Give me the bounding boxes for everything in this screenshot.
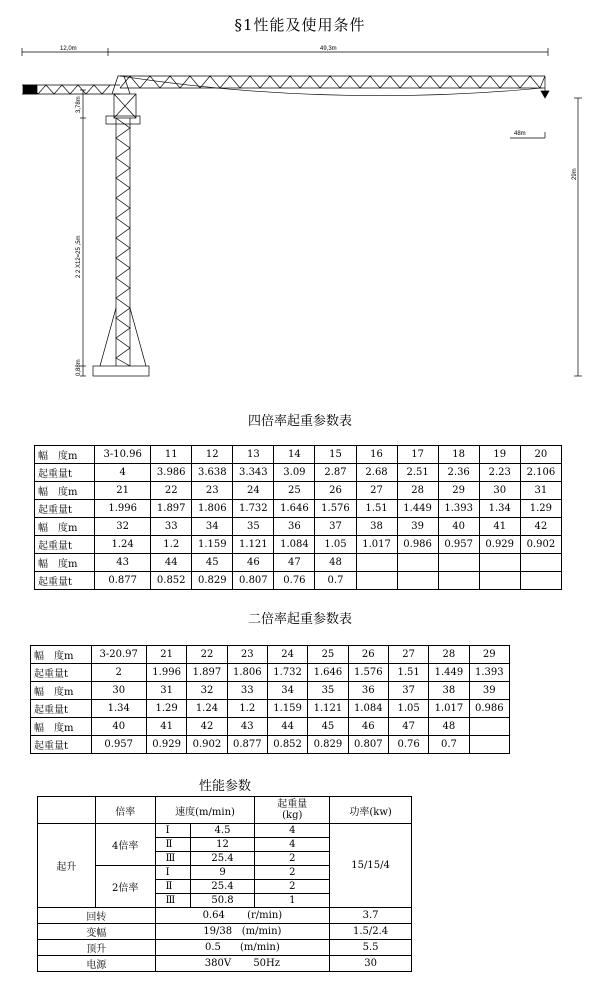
table-cell: 35: [233, 518, 274, 536]
gear-label: Ⅲ: [155, 852, 190, 866]
speed-cell: 9: [190, 866, 255, 880]
perf-title: 性能参数: [198, 779, 251, 794]
table-cell: 21: [146, 646, 186, 664]
table-cell: 1.121: [233, 536, 274, 554]
table-cell: 1.121: [308, 700, 348, 718]
perf-power: 电源: [38, 956, 156, 972]
table-cell: 1.34: [479, 500, 520, 518]
table-cell: 0.929: [479, 536, 520, 554]
table-cell: 20: [520, 446, 561, 464]
table-cell: 2.87: [315, 464, 356, 482]
table-cell: 31: [146, 682, 186, 700]
table-row: [31, 736, 510, 754]
table-cell: 1.29: [520, 500, 561, 518]
table-cell: 33: [227, 682, 267, 700]
perf-h-speed: 速度(m/min): [155, 797, 255, 824]
table-cell: 0.902: [520, 536, 561, 554]
perf-h-ratio: 倍率: [95, 797, 155, 824]
table-cell: 1.449: [397, 500, 438, 518]
table-cell: 1.897: [187, 664, 227, 682]
table-cell: 0.986: [397, 536, 438, 554]
table-cell: 19: [479, 446, 520, 464]
table-cell: 1.51: [388, 664, 428, 682]
table-cell: 37: [388, 682, 428, 700]
table-cell: 12: [192, 446, 233, 464]
table-cell: 44: [151, 554, 192, 572]
row-header: 起重量t: [31, 700, 92, 718]
gear-label: Ⅰ: [155, 824, 190, 838]
gear-label: Ⅰ: [155, 866, 190, 880]
table-cell: 0.929: [146, 736, 186, 754]
table-cell: 15: [315, 446, 356, 464]
table-cell: 1.017: [356, 536, 397, 554]
dim-height: 29m: [572, 168, 578, 180]
table-cell: 3-20.97: [91, 646, 146, 664]
load-cell: 2: [255, 852, 330, 866]
table-cell: 40: [91, 718, 146, 736]
table-cell: 26: [315, 482, 356, 500]
table-cell: 38: [429, 682, 469, 700]
row-header: 幅 度m: [35, 554, 95, 572]
table-cell: 47: [388, 718, 428, 736]
table-cell: 27: [356, 482, 397, 500]
table-cell: 1.017: [429, 700, 469, 718]
table-cell: 32: [187, 682, 227, 700]
table-row: [31, 664, 510, 682]
dim-base: 0,88m: [76, 359, 82, 376]
table-cell: 41: [146, 718, 186, 736]
table-cell: 1.05: [388, 700, 428, 718]
table-cell: 30: [479, 482, 520, 500]
row-header: 幅 度m: [35, 518, 95, 536]
table-cell: 46: [348, 718, 388, 736]
table-cell: 18: [438, 446, 479, 464]
table-cell: 0.957: [91, 736, 146, 754]
table-cell: 41: [479, 518, 520, 536]
table-cell: 2.36: [438, 464, 479, 482]
table-cell: 23: [227, 646, 267, 664]
table-cell: 0.807: [233, 572, 274, 590]
table2: [30, 645, 510, 754]
table-cell: 36: [274, 518, 315, 536]
table-cell: 42: [187, 718, 227, 736]
table-cell: 0.76: [274, 572, 315, 590]
table-cell: 1.51: [356, 500, 397, 518]
table-cell: 39: [469, 682, 509, 700]
table-cell: [438, 554, 479, 572]
crane-diagram: [0, 38, 600, 383]
table-cell: 2.51: [397, 464, 438, 482]
table-cell: 1.732: [233, 500, 274, 518]
row-header: 起重量t: [35, 500, 95, 518]
perf-lift-power: 15/15/4: [330, 824, 412, 908]
table-cell: 0.829: [192, 572, 233, 590]
dim-jib: 49,3m: [320, 46, 337, 52]
table-cell: 1.897: [151, 500, 192, 518]
table-cell: 1.34: [91, 700, 146, 718]
table-row: [35, 446, 562, 464]
table2-title: 二倍率起重参数表: [247, 612, 352, 627]
table-cell: [356, 554, 397, 572]
table-cell: [520, 572, 561, 590]
table-row: [31, 700, 510, 718]
perf-h-power: 功率(kw): [330, 797, 412, 824]
table-cell: 40: [438, 518, 479, 536]
table-cell: 0.76: [388, 736, 428, 754]
table-cell: 0.7: [429, 736, 469, 754]
table-cell: 44: [267, 718, 307, 736]
load-cell: 2: [255, 880, 330, 894]
perf-luff: 变幅: [38, 924, 156, 940]
table-cell: [438, 572, 479, 590]
perf-ratio2: 2倍率: [95, 866, 155, 908]
perf-table: [37, 796, 412, 972]
table-cell: 45: [308, 718, 348, 736]
table-cell: 13: [233, 446, 274, 464]
table-cell: [520, 554, 561, 572]
table-cell: 1.806: [227, 664, 267, 682]
table-cell: 4: [95, 464, 151, 482]
table-cell: 32: [95, 518, 151, 536]
table-cell: 1.646: [274, 500, 315, 518]
table-cell: 1.393: [469, 664, 509, 682]
table-row: [35, 482, 562, 500]
table-cell: 2: [91, 664, 146, 682]
table-cell: 1.576: [315, 500, 356, 518]
table-cell: [479, 572, 520, 590]
table-cell: 14: [274, 446, 315, 464]
table-cell: 27: [388, 646, 428, 664]
table-cell: 0.986: [469, 700, 509, 718]
row-header: 起重量t: [31, 664, 92, 682]
table-cell: 45: [192, 554, 233, 572]
table-cell: 1.646: [308, 664, 348, 682]
table-cell: 1.576: [348, 664, 388, 682]
table-cell: 1.449: [429, 664, 469, 682]
table-cell: 1.084: [274, 536, 315, 554]
table-cell: 2.68: [356, 464, 397, 482]
table-cell: 1.806: [192, 500, 233, 518]
perf-slew-speed: 0.64 (r/min): [155, 908, 330, 924]
table-cell: 3.986: [151, 464, 192, 482]
row-header: 幅 度m: [31, 646, 92, 664]
table-cell: 1.159: [267, 700, 307, 718]
table-cell: 43: [227, 718, 267, 736]
table-cell: 35: [308, 682, 348, 700]
table4: [34, 445, 562, 590]
row-header: 幅 度m: [35, 446, 95, 464]
table-cell: 25: [308, 646, 348, 664]
table-cell: 38: [356, 518, 397, 536]
table-cell: [479, 554, 520, 572]
row-header: 起重量t: [35, 536, 95, 554]
perf-luff-power: 1.5/2.4: [330, 924, 412, 940]
table-row: [31, 718, 510, 736]
table-cell: 33: [151, 518, 192, 536]
table-cell: 3.638: [192, 464, 233, 482]
table-cell: 23: [192, 482, 233, 500]
dim-rear: 12,0m: [60, 46, 77, 52]
table-row: [35, 500, 562, 518]
table-cell: 22: [151, 482, 192, 500]
table-cell: 31: [520, 482, 561, 500]
table-cell: 0.957: [438, 536, 479, 554]
table-cell: 0.852: [151, 572, 192, 590]
table-cell: 3.343: [233, 464, 274, 482]
row-header: 幅 度m: [35, 482, 95, 500]
table-row: [35, 464, 562, 482]
perf-climb-power: 5.5: [330, 940, 412, 956]
gear-label: Ⅲ: [155, 894, 190, 908]
table-cell: 25: [274, 482, 315, 500]
load-cell: 1: [255, 894, 330, 908]
table-cell: 1.24: [95, 536, 151, 554]
gear-label: Ⅱ: [155, 880, 190, 894]
table-cell: [469, 736, 509, 754]
table-cell: 1.2: [227, 700, 267, 718]
row-header: 起重量t: [35, 464, 95, 482]
table-cell: [469, 718, 509, 736]
table-cell: [397, 554, 438, 572]
speed-cell: 12: [190, 838, 255, 852]
row-header: 幅 度m: [31, 718, 92, 736]
table-cell: 2.23: [479, 464, 520, 482]
table-cell: 1.159: [192, 536, 233, 554]
page-title: §1性能及使用条件: [234, 16, 366, 34]
table-row: [35, 554, 562, 572]
table-cell: 0.7: [315, 572, 356, 590]
table-cell: 1.24: [187, 700, 227, 718]
table-cell: 22: [187, 646, 227, 664]
table-row: [31, 682, 510, 700]
table-cell: 0.852: [267, 736, 307, 754]
table-cell: 17: [397, 446, 438, 464]
dim-reach: 48m: [514, 131, 526, 137]
table-cell: 46: [233, 554, 274, 572]
table-cell: [356, 572, 397, 590]
table-cell: [397, 572, 438, 590]
table-row: [31, 646, 510, 664]
speed-cell: 25.4: [190, 880, 255, 894]
speed-cell: 50.8: [190, 894, 255, 908]
table-cell: 34: [192, 518, 233, 536]
table-row: [35, 572, 562, 590]
table-cell: 37: [315, 518, 356, 536]
table-cell: 29: [469, 646, 509, 664]
perf-power-spec: 380V 50Hz: [155, 956, 330, 972]
perf-slew-power: 3.7: [330, 908, 412, 924]
perf-luff-speed: 19/38 (m/min): [155, 924, 330, 940]
row-header: 起重量t: [35, 572, 95, 590]
gear-label: Ⅱ: [155, 838, 190, 852]
perf-climb-speed: 0.5 (m/min): [155, 940, 330, 956]
table-cell: 48: [315, 554, 356, 572]
load-cell: 4: [255, 824, 330, 838]
table-cell: 48: [429, 718, 469, 736]
table-cell: 0.807: [348, 736, 388, 754]
perf-power-kw: 30: [330, 956, 412, 972]
perf-climb: 顶升: [38, 940, 156, 956]
row-header: 幅 度m: [31, 682, 92, 700]
table-cell: 39: [397, 518, 438, 536]
table-cell: 34: [267, 682, 307, 700]
speed-cell: 4.5: [190, 824, 255, 838]
table-cell: 43: [95, 554, 151, 572]
table-cell: 3-10.96: [95, 446, 151, 464]
load-cell: 4: [255, 838, 330, 852]
table-cell: 2.106: [520, 464, 561, 482]
table-cell: 1.29: [146, 700, 186, 718]
table-cell: 1.393: [438, 500, 479, 518]
table-cell: 28: [429, 646, 469, 664]
perf-slew: 回转: [38, 908, 156, 924]
row-header: 起重量t: [31, 736, 92, 754]
table-cell: 0.829: [308, 736, 348, 754]
table-cell: 1.2: [151, 536, 192, 554]
table-cell: 11: [151, 446, 192, 464]
table-cell: 26: [348, 646, 388, 664]
table-cell: 1.084: [348, 700, 388, 718]
perf-h-load: 起重量 (kg): [255, 797, 330, 824]
table-cell: 24: [267, 646, 307, 664]
table-cell: 1.996: [95, 500, 151, 518]
perf-lift: 起升: [38, 824, 96, 908]
table-cell: 0.877: [227, 736, 267, 754]
table-cell: 1.732: [267, 664, 307, 682]
table-row: [35, 536, 562, 554]
table-row: [35, 518, 562, 536]
table-cell: 0.902: [187, 736, 227, 754]
table-cell: 1.05: [315, 536, 356, 554]
dim-top: 3,78m: [76, 96, 82, 113]
table-cell: 21: [95, 482, 151, 500]
speed-cell: 25.4: [190, 852, 255, 866]
load-cell: 2: [255, 866, 330, 880]
table-cell: 28: [397, 482, 438, 500]
table-cell: 29: [438, 482, 479, 500]
table-cell: 36: [348, 682, 388, 700]
perf-ratio4: 4倍率: [95, 824, 155, 866]
table-cell: 1.996: [146, 664, 186, 682]
table-cell: 0.877: [95, 572, 151, 590]
dim-mast: 2 2 X12=25 ,5m: [76, 235, 82, 278]
table4-title: 四倍率起重参数表: [247, 414, 352, 429]
table-cell: 47: [274, 554, 315, 572]
table-cell: 24: [233, 482, 274, 500]
table-cell: 3.09: [274, 464, 315, 482]
table-cell: 16: [356, 446, 397, 464]
table-cell: 30: [91, 682, 146, 700]
table-cell: 42: [520, 518, 561, 536]
